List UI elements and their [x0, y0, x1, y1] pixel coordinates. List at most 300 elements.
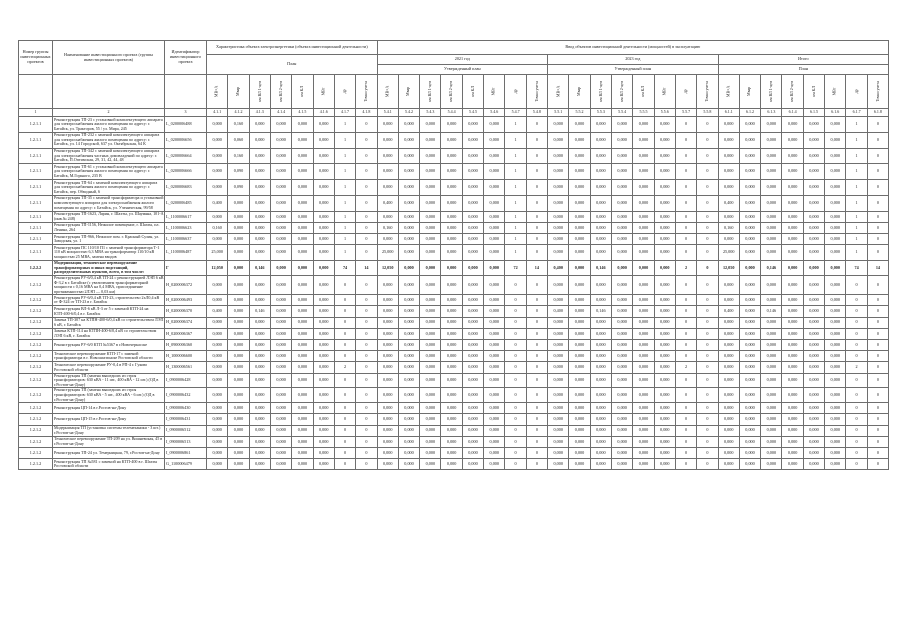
value-cell: 1 — [846, 195, 867, 211]
value-cell: 0 — [697, 351, 718, 362]
value-cell: 0 — [526, 245, 547, 261]
value-cell: 0,000 — [270, 222, 291, 233]
value-cell: 0,000 — [739, 180, 760, 196]
value-cell: 0 — [356, 425, 377, 436]
value-cell: 0,000 — [825, 317, 846, 328]
value-cell: 0,000 — [569, 436, 590, 447]
project-name-cell: Реконструкция ЦП-14 в г.Ростов-на-Дону — [53, 403, 165, 414]
value-cell: 0 — [505, 373, 526, 388]
value-cell: 0,000 — [739, 373, 760, 388]
value-cell: 0 — [334, 351, 355, 362]
group-number-cell: 1.2.1.2 — [19, 295, 53, 306]
value-cell: 0 — [675, 306, 696, 317]
sub-col-header: км КЛ — [292, 75, 313, 109]
sub-col-header: др — [846, 75, 867, 109]
value-cell: 0,000 — [207, 317, 228, 328]
value-cell: 0,000 — [313, 414, 334, 425]
value-cell: 0 — [505, 362, 526, 373]
value-cell: 0,000 — [761, 148, 782, 164]
value-cell: 0 — [526, 317, 547, 328]
value-cell: 0,000 — [420, 132, 441, 148]
value-cell: 0,000 — [590, 447, 611, 458]
group-number-cell: 1.2.2.2 — [19, 261, 53, 276]
value-cell: 0,000 — [569, 328, 590, 339]
column-number: 5.4.5 — [462, 109, 483, 117]
value-cell: 0 — [675, 388, 696, 403]
value-cell: 0,000 — [611, 164, 632, 180]
value-cell: 0,000 — [569, 117, 590, 133]
value-cell: 0,000 — [207, 148, 228, 164]
table-row — [19, 295, 889, 306]
value-cell: 0,000 — [249, 275, 270, 294]
value-cell: 0,000 — [398, 164, 419, 180]
value-cell: 0,000 — [590, 373, 611, 388]
value-cell: 0,000 — [462, 234, 483, 245]
value-cell: 0,000 — [825, 180, 846, 196]
value-cell: 0,000 — [462, 436, 483, 447]
value-cell: 0,000 — [803, 351, 824, 362]
sub-col-header: Точки учета — [697, 75, 718, 109]
value-cell: 0,000 — [548, 211, 569, 222]
value-cell: 0,000 — [569, 306, 590, 317]
value-cell: 0,000 — [420, 340, 441, 351]
project-name-cell: Техническое перевооружение ТП-209 на ул. Вишневская, 45 в г.Ростов-на-Дону — [53, 436, 165, 447]
project-id-cell: I_0900006432 — [165, 388, 207, 403]
value-cell: 0,000 — [249, 164, 270, 180]
value-cell: 0 — [526, 306, 547, 317]
value-cell: 0,000 — [718, 317, 739, 328]
value-cell: 0,000 — [249, 234, 270, 245]
value-cell: 0,000 — [228, 425, 249, 436]
sub-col-header: Мвар — [739, 75, 760, 109]
value-cell: 0 — [356, 373, 377, 388]
value-cell: 0,000 — [313, 211, 334, 222]
value-cell: 0 — [697, 373, 718, 388]
value-cell: 0,000 — [654, 117, 675, 133]
value-cell: 0,000 — [633, 261, 654, 276]
value-cell: 0,000 — [718, 132, 739, 148]
value-cell: 0,000 — [633, 447, 654, 458]
value-cell: 0 — [526, 180, 547, 196]
value-cell: 0,000 — [398, 351, 419, 362]
value-cell: 0,000 — [292, 148, 313, 164]
col-group-header: Номер группы инвестиционных проектов — [19, 41, 53, 75]
value-cell: 0,000 — [484, 275, 505, 294]
value-cell: 0,000 — [292, 388, 313, 403]
sub-col-header: МВт — [313, 75, 334, 109]
value-cell: 0,000 — [548, 362, 569, 373]
value-cell: 0,000 — [207, 403, 228, 414]
value-cell: 0 — [334, 317, 355, 328]
sub-col-header: Мвар — [569, 75, 590, 109]
value-cell: 0,000 — [569, 148, 590, 164]
sub-col-header: МВ×А — [548, 75, 569, 109]
column-number: 5.5.2 — [569, 109, 590, 117]
value-cell: 0,000 — [782, 306, 803, 317]
value-cell: 0,000 — [270, 403, 291, 414]
value-cell: 0,000 — [292, 180, 313, 196]
value-cell: 0,000 — [548, 317, 569, 328]
value-cell: 0,000 — [484, 328, 505, 339]
value-cell: 0,000 — [548, 447, 569, 458]
value-cell: 0,000 — [249, 340, 270, 351]
value-cell: 0,400 — [548, 261, 569, 276]
value-cell: 0,000 — [654, 211, 675, 222]
value-cell: 0,000 — [398, 148, 419, 164]
value-cell: 0,000 — [803, 234, 824, 245]
value-cell: 0,000 — [249, 373, 270, 388]
value-cell: 0,000 — [782, 222, 803, 233]
value-cell: 0,000 — [462, 414, 483, 425]
value-cell: 0 — [526, 340, 547, 351]
value-cell: 0 — [356, 362, 377, 373]
value-cell: 0,000 — [484, 222, 505, 233]
value-cell: 0,000 — [398, 261, 419, 276]
column-number: 6.1.4 — [782, 109, 803, 117]
value-cell: 0 — [697, 328, 718, 339]
value-cell: 0,000 — [548, 132, 569, 148]
value-cell: 0,000 — [782, 180, 803, 196]
value-cell: 0,000 — [292, 195, 313, 211]
value-cell: 1 — [334, 195, 355, 211]
value-cell: 0,000 — [398, 195, 419, 211]
value-cell: 0 — [334, 459, 355, 470]
value-cell: 0,000 — [803, 195, 824, 211]
value-cell: 0 — [675, 117, 696, 133]
value-cell: 0,000 — [590, 148, 611, 164]
column-number: 1 — [19, 109, 53, 117]
value-cell: 0,000 — [484, 414, 505, 425]
value-cell: 0 — [356, 436, 377, 447]
value-cell: 0,000 — [825, 295, 846, 306]
value-cell: 0,000 — [398, 436, 419, 447]
value-cell: 0,400 — [718, 195, 739, 211]
value-cell: 0,000 — [548, 425, 569, 436]
value-cell: 0 — [505, 328, 526, 339]
value-cell: 0 — [675, 459, 696, 470]
value-cell: 0,000 — [569, 388, 590, 403]
value-cell: 0,000 — [398, 317, 419, 328]
value-cell: 0 — [505, 317, 526, 328]
value-cell: 0,000 — [313, 261, 334, 276]
value-cell: 0,000 — [292, 117, 313, 133]
value-cell: 0,000 — [782, 211, 803, 222]
value-cell: 0,000 — [207, 275, 228, 294]
value-cell: 0,000 — [484, 295, 505, 306]
value-cell: 0 — [867, 222, 888, 233]
value-cell: 0 — [526, 459, 547, 470]
value-cell: 0,000 — [633, 132, 654, 148]
value-cell: 0,000 — [718, 275, 739, 294]
value-cell: 0,000 — [420, 195, 441, 211]
value-cell: 0,000 — [590, 414, 611, 425]
table-row — [19, 425, 889, 436]
value-cell: 0,000 — [420, 373, 441, 388]
value-cell: 0 — [334, 373, 355, 388]
value-cell: 0,000 — [462, 132, 483, 148]
value-cell: 0,000 — [739, 414, 760, 425]
value-cell: 0,000 — [484, 195, 505, 211]
value-cell: 0,000 — [761, 414, 782, 425]
table-row — [19, 180, 889, 196]
value-cell: 0,000 — [718, 403, 739, 414]
value-cell: 0,000 — [484, 340, 505, 351]
value-cell: 0 — [334, 447, 355, 458]
value-cell: 0 — [505, 414, 526, 425]
value-cell: 0,000 — [398, 459, 419, 470]
sub-col-header: МВ×А — [377, 75, 398, 109]
value-cell: 0,000 — [207, 447, 228, 458]
value-cell: 0,000 — [377, 132, 398, 148]
value-cell: 0 — [505, 403, 526, 414]
project-name-cell: Реконструкция ТП-35 с заменой трансформатора и установкой комплектующего аппарата для электроснабжения жилого помещения по адресу: г. Батайск, ул. Ученическая, 99/58 — [54, 195, 164, 210]
value-cell: 0,000 — [292, 234, 313, 245]
value-cell: 0,400 — [207, 195, 228, 211]
approved-plan-header-2021: Утвержденный план — [377, 65, 548, 75]
project-name-cell: Реконструкция ТП (замена вышедших из строя трансформаторов: 630 кВА - 11 шт., 400 кВА - 12 шт.) (ОД в г.Ростов-на-Дону) — [53, 373, 165, 388]
value-cell: 0,000 — [313, 351, 334, 362]
value-cell: 0,000 — [420, 306, 441, 317]
value-cell: 0,000 — [484, 211, 505, 222]
value-cell: 12,050 — [718, 261, 739, 276]
value-cell: 0,000 — [420, 328, 441, 339]
sub-col-header: км ВЛ 1-цеп — [761, 75, 782, 109]
value-cell: 0,000 — [292, 222, 313, 233]
value-cell: 0,000 — [782, 447, 803, 458]
value-cell: 0,000 — [633, 459, 654, 470]
value-cell: 0,000 — [420, 180, 441, 196]
value-cell: 0,000 — [462, 117, 483, 133]
value-cell: 0 — [675, 180, 696, 196]
value-cell: 0 — [526, 373, 547, 388]
table-row — [19, 436, 889, 447]
value-cell: 0,000 — [484, 373, 505, 388]
value-cell: 0,000 — [462, 328, 483, 339]
value-cell: 0,000 — [548, 388, 569, 403]
value-cell: 0 — [697, 447, 718, 458]
value-cell: 0,090 — [228, 180, 249, 196]
investment-table — [18, 40, 889, 470]
value-cell: 0 — [697, 362, 718, 373]
value-cell: 0,000 — [377, 351, 398, 362]
value-cell: 0 — [356, 195, 377, 211]
column-number: 5.5.3 — [590, 109, 611, 117]
value-cell: 0 — [334, 295, 355, 306]
value-cell: 0 — [675, 328, 696, 339]
value-cell: 0,000 — [718, 148, 739, 164]
value-cell: 0,000 — [398, 180, 419, 196]
value-cell: 0,000 — [654, 414, 675, 425]
value-cell: 0,000 — [654, 148, 675, 164]
group-number-cell: 1.2.1.2 — [19, 403, 53, 414]
value-cell: 0,000 — [462, 425, 483, 436]
value-cell: 1 — [505, 211, 526, 222]
value-cell: 0,000 — [207, 436, 228, 447]
value-cell: 0,000 — [441, 388, 462, 403]
value-cell: 0,000 — [654, 373, 675, 388]
value-cell: 1 — [846, 132, 867, 148]
value-cell: 0,000 — [633, 195, 654, 211]
value-cell: 0,000 — [292, 317, 313, 328]
value-cell: 0 — [526, 295, 547, 306]
value-cell: 0,000 — [228, 340, 249, 351]
value-cell: 0 — [867, 195, 888, 211]
value-cell: 0,000 — [825, 403, 846, 414]
value-cell: 0,000 — [484, 425, 505, 436]
value-cell: 0,000 — [590, 295, 611, 306]
value-cell: 0 — [697, 275, 718, 294]
value-cell: 0,000 — [270, 436, 291, 447]
value-cell: 1 — [334, 222, 355, 233]
value-cell: 1 — [846, 245, 867, 261]
sub-col-header: км КЛ — [803, 75, 824, 109]
value-cell: 0,000 — [611, 373, 632, 388]
value-cell: 0 — [334, 328, 355, 339]
value-cell: 0,000 — [718, 295, 739, 306]
value-cell: 0 — [505, 425, 526, 436]
value-cell: 0,000 — [761, 340, 782, 351]
value-cell: 0,000 — [654, 403, 675, 414]
value-cell: 0,000 — [782, 328, 803, 339]
sub-col-header: др — [505, 75, 526, 109]
value-cell: 0,000 — [718, 373, 739, 388]
value-cell: 0,000 — [782, 234, 803, 245]
value-cell: 0 — [526, 425, 547, 436]
column-number: 2 — [53, 109, 165, 117]
project-name-cell: Реконструкция ТП-24 ул. Темерницкая, 79, г.Ростов-на-Дону — [53, 447, 165, 458]
value-cell: 1 — [334, 211, 355, 222]
value-cell: 0,000 — [484, 245, 505, 261]
value-cell: 0,000 — [590, 351, 611, 362]
value-cell: 0,000 — [249, 245, 270, 261]
value-cell: 0 — [675, 234, 696, 245]
column-number: 4.1.6 — [313, 109, 334, 117]
value-cell: 0 — [334, 388, 355, 403]
sub-col-header: др — [675, 75, 696, 109]
value-cell: 0,000 — [718, 388, 739, 403]
value-cell: 0,000 — [739, 148, 760, 164]
value-cell: 0,000 — [782, 195, 803, 211]
value-cell: 0,000 — [611, 447, 632, 458]
project-id-cell: H_0200006374 — [165, 317, 207, 328]
value-cell: 0 — [526, 414, 547, 425]
value-cell: 0,000 — [611, 317, 632, 328]
value-cell: 0,000 — [654, 261, 675, 276]
value-cell: 0,000 — [313, 245, 334, 261]
value-cell: 0 — [356, 351, 377, 362]
value-cell: 0,000 — [462, 340, 483, 351]
value-cell: 0 — [356, 459, 377, 470]
value-cell: 0 — [526, 117, 547, 133]
value-cell: 0,000 — [718, 459, 739, 470]
project-name-cell: Реконструкция РУ-6/0,4 кВ ТП-23, строительство 2хЛ0,4 кВ от Ф-324 от ТП-23 в г. Батайск — [53, 295, 165, 306]
table-row — [19, 148, 889, 164]
group-number-cell: 1.2.1.2 — [19, 425, 53, 436]
column-number: 6.1.1 — [718, 109, 739, 117]
value-cell: 0 — [526, 132, 547, 148]
value-cell: 0,000 — [398, 403, 419, 414]
value-cell: 0,146 — [761, 306, 782, 317]
value-cell: 0,000 — [803, 436, 824, 447]
col-id-header: Идентификатор инвестиционного проекта — [165, 41, 207, 75]
value-cell: 0,000 — [548, 295, 569, 306]
group-number-cell: 1.2.1.1 — [19, 234, 53, 245]
column-number: 5.4.3 — [420, 109, 441, 117]
value-cell: 0,000 — [590, 180, 611, 196]
table-row — [19, 317, 889, 328]
value-cell: 0,000 — [633, 117, 654, 133]
project-id-cell: L_0200006683 — [165, 180, 207, 196]
value-cell: 0,000 — [398, 117, 419, 133]
value-cell: 0 — [675, 403, 696, 414]
value-cell: 0 — [697, 222, 718, 233]
value-cell: 0 — [505, 436, 526, 447]
value-cell: 0,000 — [654, 164, 675, 180]
value-cell: 0 — [526, 195, 547, 211]
value-cell: 0,000 — [292, 245, 313, 261]
value-cell: 0,000 — [761, 388, 782, 403]
value-cell: 0,000 — [590, 328, 611, 339]
value-cell: 0 — [356, 275, 377, 294]
value-cell: 0,000 — [270, 340, 291, 351]
value-cell: 0 — [675, 211, 696, 222]
value-cell: 1 — [334, 117, 355, 133]
value-cell: 0,000 — [803, 164, 824, 180]
value-cell: 0,000 — [441, 180, 462, 196]
column-number: 5.4.1 — [377, 109, 398, 117]
project-name-cell: Замена КТП-114 на КТПН-400-6/0,4 кВ со строительством ЛЭП 6 кВ, г. Батайск — [53, 328, 165, 339]
value-cell: 0,000 — [462, 403, 483, 414]
value-cell: 0 — [697, 295, 718, 306]
value-cell: 0,000 — [825, 447, 846, 458]
value-cell: 0,000 — [590, 362, 611, 373]
value-cell: 0 — [526, 388, 547, 403]
value-cell: 0 — [356, 328, 377, 339]
value-cell: 0,000 — [462, 211, 483, 222]
value-cell: 0 — [356, 211, 377, 222]
value-cell: 0 — [867, 180, 888, 196]
value-cell: 0,000 — [761, 362, 782, 373]
value-cell: 25,000 — [377, 245, 398, 261]
value-cell: 0,000 — [654, 317, 675, 328]
value-cell: 0 — [334, 340, 355, 351]
value-cell: 0,000 — [292, 425, 313, 436]
project-id-cell: L_1100006637 — [165, 234, 207, 245]
value-cell: 0 — [334, 425, 355, 436]
value-cell: 0,000 — [611, 275, 632, 294]
column-number: 4.1.5 — [292, 109, 313, 117]
column-number: 5.5.7 — [675, 109, 696, 117]
project-name-cell: Техническое перевооружение РУ-0,4 в РП-4 г. Гуково Ростовской области — [53, 362, 165, 373]
value-cell: 0,000 — [548, 403, 569, 414]
value-cell: 0,000 — [803, 362, 824, 373]
value-cell: 0 — [526, 447, 547, 458]
value-cell: 0 — [675, 414, 696, 425]
value-cell: 0,000 — [611, 436, 632, 447]
value-cell: 0,000 — [803, 447, 824, 458]
value-cell: 0 — [846, 317, 867, 328]
sub-col-header: Мвар — [398, 75, 419, 109]
value-cell: 25,000 — [718, 245, 739, 261]
value-cell: 0 — [867, 164, 888, 180]
value-cell: 0,146 — [590, 306, 611, 317]
project-name-cell: Техническое перевооружение КТП-17 с заменой трансформатора в г. Новошахтинске Ростовской области — [53, 351, 165, 362]
group-number-cell: 1.2.1.2 — [19, 340, 53, 351]
value-cell: 0 — [846, 388, 867, 403]
value-cell: 0,000 — [761, 195, 782, 211]
value-cell: 0,000 — [825, 261, 846, 276]
value-cell: 0,000 — [398, 295, 419, 306]
